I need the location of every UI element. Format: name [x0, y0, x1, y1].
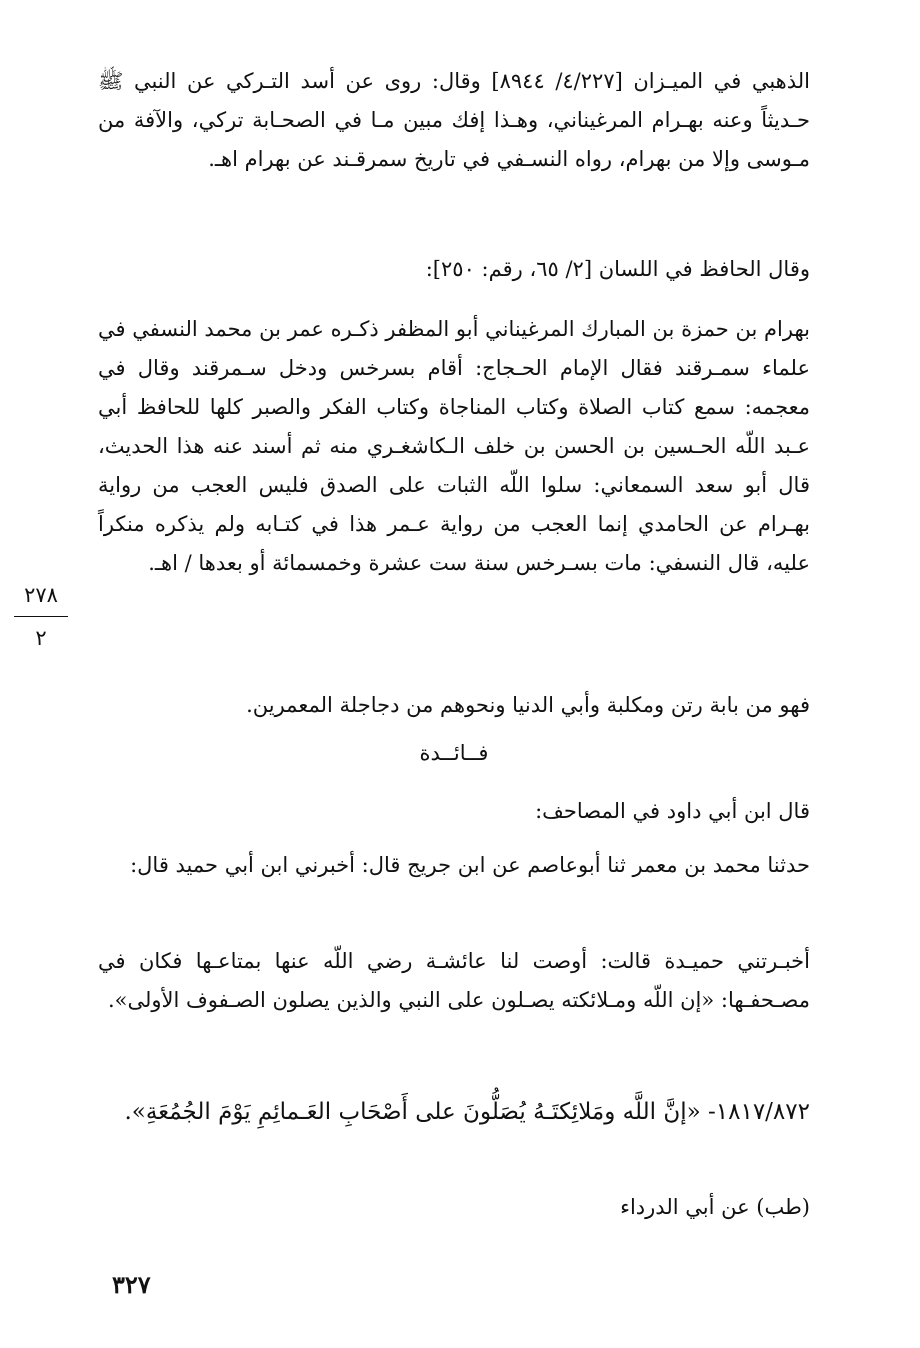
margin-reference-bottom: ٢: [35, 626, 47, 650]
page-number: ٣٢٧: [112, 1270, 151, 1299]
margin-reference-top: ٢٧٨: [24, 583, 58, 607]
paragraph-hamida-narration: أخبـرتني حميـدة قالت: أوصت لنا عائشـة رضي اللّه عنها بمتاعـها فكان في مصـحفـها: «إن اللّه ومـلائكته يصـلون على النبي والذين يصلون الصـفوف الأولى».: [98, 949, 810, 1012]
paragraph-bahram-biography: بهرام بن حمزة بن المبارك المرغيناني أبو المظفر ذكـره عمر بن محمد النسفي في علماء سمـرقند فقال الإمام الحـجاج: أقام بسرخس ودخل سـمرقند وقال في معجمه: سمع كتاب الصلاة وكتاب المناجاة وكتاب الفكر والصبر كلها للحافظ أبي عـبد اللّه الحـسين بن الحسن بن خلف الـكاشغـري منه ثم أسند عنه هذا الحديث، قال أبو سعد السمعاني: سلوا اللّه الثبات على الصدق فليس العجب من رواية بهـرام عن الحامدي إنما العجب من رواية عـمر هذا في كتـابه ولم يذكره منكراً عليه، قال النسفي: مات بسـرخس سنة ست عشرة وخمسمائة أو بعدها / اهـ.: [98, 317, 810, 575]
paragraph-dhahabi-quote: الذهبي في الميـزان [٤/٢٢٧/ ٨٩٤٤] وقال: روى عن أسد التـركي عن النبي ﷺ حـديثاً وعنه بهـرام المرغيناني، وهـذا إفك مبين مـا في الصحـابة تركي، والآفة من مـوسى وإلا من بهرام، رواه النسـفي في تاريخ سمرقـند عن بهرام اهـ.: [98, 69, 810, 171]
paragraph-hadith-number: ١٨١٧/٨٧٢- «إنَّ اللَّه ومَلائِكتَـهُ يُصَلُّونَ على أَصْحَابِ العَـمائِمِ يَوْمَ الجُمُعَةِ».: [124, 1099, 810, 1125]
margin-page-reference: [10, 580, 72, 653]
paragraph-ibn-abi-dawud: قال ابن أبي داود في المصاحف:: [535, 799, 810, 823]
paragraph-conclusion: فهو من بابة رتن ومكلبة وأبي الدنيا ونحوهم من دجاجلة المعمرين.: [246, 693, 810, 717]
section-heading: فــائــدة: [419, 741, 489, 765]
paragraph-isnad: حدثنا محمد بن معمر ثنا أبوعاصم عن ابن جريج قال: أخبرني ابن أبي حميد قال:: [130, 853, 810, 877]
paragraph-lisan-reference: وقال الحافظ في اللسان [٢/ ٦٥، رقم: ٢٥٠]:: [425, 257, 810, 281]
margin-reference-divider: [14, 616, 68, 617]
paragraph-source-attribution: (طب) عن أبي الدرداء: [620, 1195, 810, 1219]
